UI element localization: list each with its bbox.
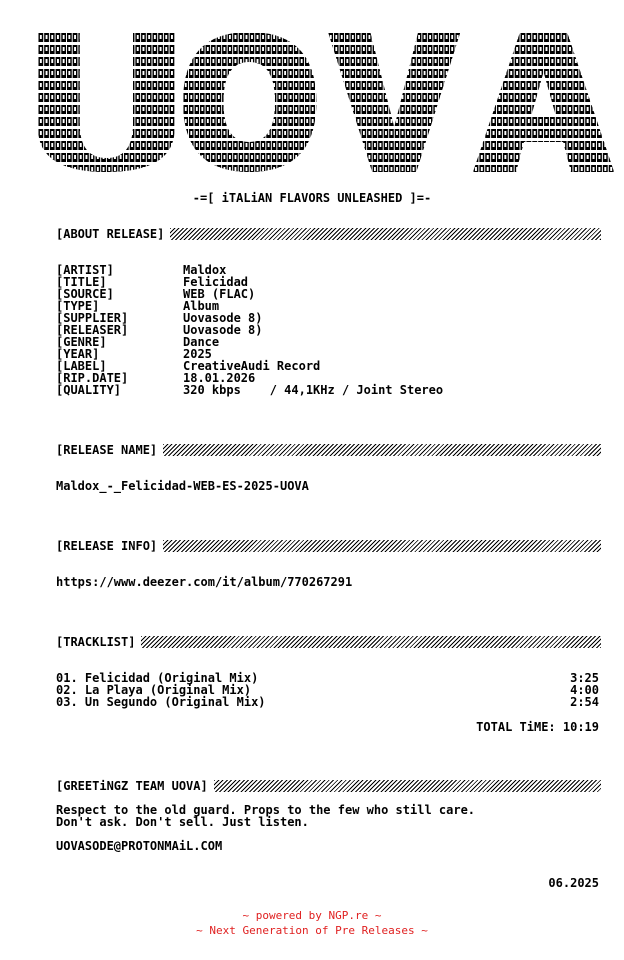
hatch-divider [170,228,601,240]
field-value: Album [183,299,220,313]
field-key: [ARTIST] [56,263,114,277]
section-title: [GREETiNGZ TEAM UOVA] [56,779,208,793]
hatch-divider [163,444,601,456]
section-header-about [56,227,601,241]
contact-email: UOVASODE@PROTONMAiL.COM [56,839,223,853]
field-key: [SOURCE] [56,287,114,301]
hatch-divider [163,540,601,552]
about-row-releaser [56,324,443,336]
about-row-genre [56,336,443,348]
field-value: CreativeAudi Record [183,359,321,373]
field-key: [RELEASER] [56,323,129,337]
footer-powered-by: ~ powered by NGP.re ~ [242,909,382,922]
section-title: [RELEASE INFO] [56,539,158,553]
section-header-tracklist [56,635,601,649]
footer-tagline: ~ Next Generation of Pre Releases ~ [196,924,428,937]
field-value: 2025 [183,347,212,361]
track-title: 03. Un Segundo (Original Mix) [56,695,266,709]
field-value: Uovasode 8) [183,323,263,337]
about-row-source [56,288,443,300]
hatch-divider [214,780,601,792]
greet-line-1: Respect to the old guard. Props to the few who still care. [56,803,476,817]
field-key: [SUPPLIER] [56,311,129,325]
section-title: [TRACKLIST] [56,635,136,649]
total-time: TOTAL TiME: 10:19 [476,720,599,734]
field-value: Felicidad [183,275,249,289]
track-time: 2:54 [570,695,599,709]
tracklist [56,672,599,708]
section-header-release-name [56,443,601,457]
track-time: 3:25 [570,671,599,685]
field-value: 18.01.2026 [183,371,256,385]
release-name: Maldox_-_Felicidad-WEB-ES-2025-UOVA [56,479,309,493]
field-key: [QUALITY] [56,383,122,397]
field-key: [LABEL] [56,359,107,373]
track-title: 01. Felicidad (Original Mix) [56,671,259,685]
field-value: Dance [183,335,220,349]
field-value: 320 kbps / 44,1KHz / Joint Stereo [183,383,444,397]
tagline: -=[ iTALiAN FLAVORS UNLEASHED ]=- [192,191,432,205]
logo-letters [38,32,614,172]
field-key: [RIP.DATE] [56,371,129,385]
greet-line-2: Don't ask. Don't sell. Just listen. [56,815,309,829]
section-title: [ABOUT RELEASE] [56,227,165,241]
about-row-quality [56,384,443,396]
release-date: 06.2025 [548,876,599,890]
field-value: Uovasode 8) [183,311,263,325]
track-time: 4:00 [570,683,599,697]
section-title: [RELEASE NAME] [56,443,158,457]
ascii-logo [38,32,618,172]
field-key: [TITLE] [56,275,107,289]
section-header-greetingz [56,779,601,793]
section-header-release-info [56,539,601,553]
field-value: Maldox [183,263,227,277]
hatch-divider [141,636,601,648]
about-row-artist [56,264,443,276]
field-value: WEB (FLAC) [183,287,256,301]
field-key: [GENRE] [56,335,107,349]
release-url: https://www.deezer.com/it/album/770267291 [56,575,353,589]
field-key: [YEAR] [56,347,100,361]
track-row [56,696,599,708]
about-list [56,264,443,396]
track-title: 02. La Playa (Original Mix) [56,683,252,697]
field-key: [TYPE] [56,299,100,313]
